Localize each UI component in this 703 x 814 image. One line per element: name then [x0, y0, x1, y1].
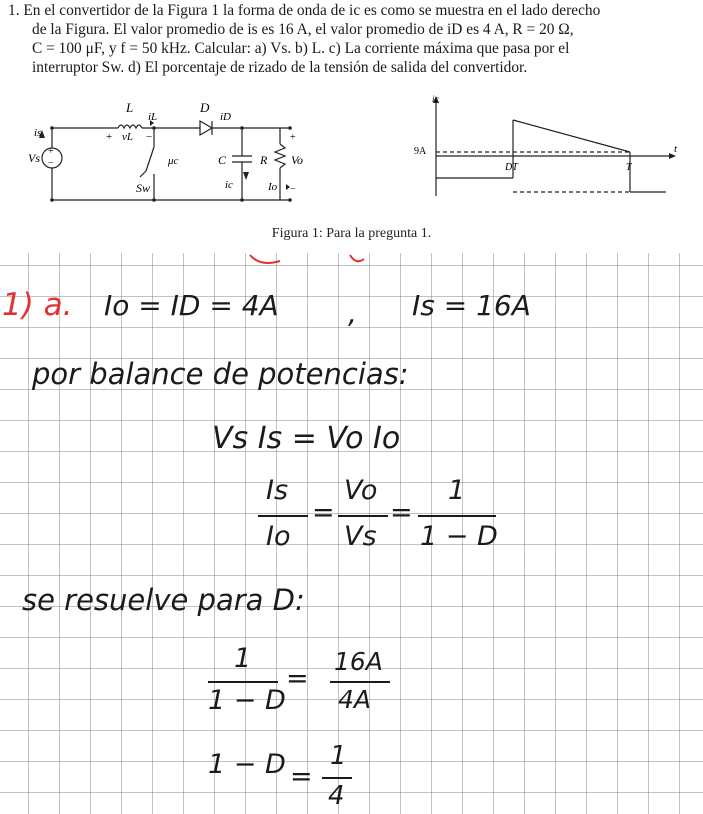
figure-caption: Figura 1: Para la pregunta 1. [271, 226, 432, 241]
uc-label: μc [168, 155, 179, 167]
sw-label: Sw [136, 181, 151, 195]
eq-sign-3: = [286, 663, 309, 694]
d-label: D [200, 100, 210, 115]
handwritten-notes [0, 253, 703, 814]
frac2-bar-right [330, 681, 390, 683]
wave-level: 9A [414, 146, 427, 157]
svg-text:+: + [290, 132, 296, 143]
problem-line-2: de la Figura. El valor promedio de is es 16 A, el valor promedio de iD es 4 A, R = 20 Ω, [32, 21, 574, 38]
wave-xlabel: t [674, 143, 678, 155]
red-scribble [230, 253, 450, 273]
solve-for-d-text: se resuelve para D: [22, 583, 305, 617]
svg-text:−: − [146, 131, 153, 143]
eq-sign-2: = [390, 497, 413, 528]
frac-io: Io [266, 521, 291, 552]
r-label: R [260, 153, 268, 167]
eq-sign-1: = [312, 497, 335, 528]
frac-bar-3 [418, 515, 496, 517]
separator-comma: , [348, 297, 357, 330]
frac-bar-1 [258, 515, 308, 517]
boost-converter-circuit [28, 92, 328, 212]
svg-text:−: − [48, 158, 54, 169]
one-minus-d: 1 − D [208, 749, 286, 780]
ic-waveform [398, 92, 688, 204]
frac3-four: 4 [328, 781, 345, 811]
frac-vs: Vs [344, 521, 377, 552]
svg-text:−: − [290, 184, 296, 195]
frac-bar-2 [338, 515, 388, 517]
eq-sign-4: = [290, 761, 313, 792]
problem-line-1: 1. En el convertidor de la Figura 1 la forma de onda de ic es como se muestra en el lado derecho [8, 2, 601, 19]
frac3-one: 1 [330, 741, 347, 771]
l-label: L [126, 100, 134, 115]
vl-label: vL [122, 131, 133, 143]
frac-one-minus-d: 1 − D [420, 521, 498, 552]
id-label: iD [220, 111, 231, 123]
power-equation: Vs Is = Vo Io [212, 421, 401, 456]
svg-text:+: + [106, 131, 113, 143]
item-label: 1) a. [2, 287, 73, 323]
vs-label: Vs [28, 151, 40, 165]
frac-vo: Vo [344, 475, 378, 506]
frac2-bar-left [208, 681, 278, 683]
equation-is: Is = 16A [412, 289, 531, 322]
io-label: Io [268, 181, 278, 193]
problem-line-4: interruptor Sw. d) El porcentaje de rizado de la tensión de salida del convertidor. [32, 59, 528, 76]
vo-label: Vo [291, 153, 303, 167]
equation-io-id: Io = ID = 4A [104, 289, 279, 322]
problem-line-3: C = 100 μF, y f = 50 kHz. Calcular: a) Vs. b) L. c) La corriente máxima que pasa por el [32, 40, 570, 57]
power-balance-text: por balance de potencias: [32, 357, 409, 391]
wave-ylabel: ic [432, 94, 439, 104]
is-label: is [34, 127, 42, 139]
frac-is: Is [266, 475, 289, 506]
il-label: iL [148, 111, 158, 123]
frac-one: 1 [448, 475, 466, 506]
frac2-4a: 4A [338, 685, 372, 714]
ic-arrow-icon [243, 172, 249, 180]
frac3-bar [322, 777, 352, 779]
wave-dt: DT [505, 162, 518, 173]
frac2-16a: 16A [334, 647, 383, 676]
wave-t: T [626, 162, 632, 173]
svg-text:+: + [48, 146, 54, 157]
ic-label: ic [225, 179, 233, 191]
frac2-one: 1 [234, 643, 252, 674]
c-label: C [218, 153, 227, 167]
frac2-one-minus-d: 1 − D [208, 685, 286, 716]
problem-statement [0, 0, 703, 250]
